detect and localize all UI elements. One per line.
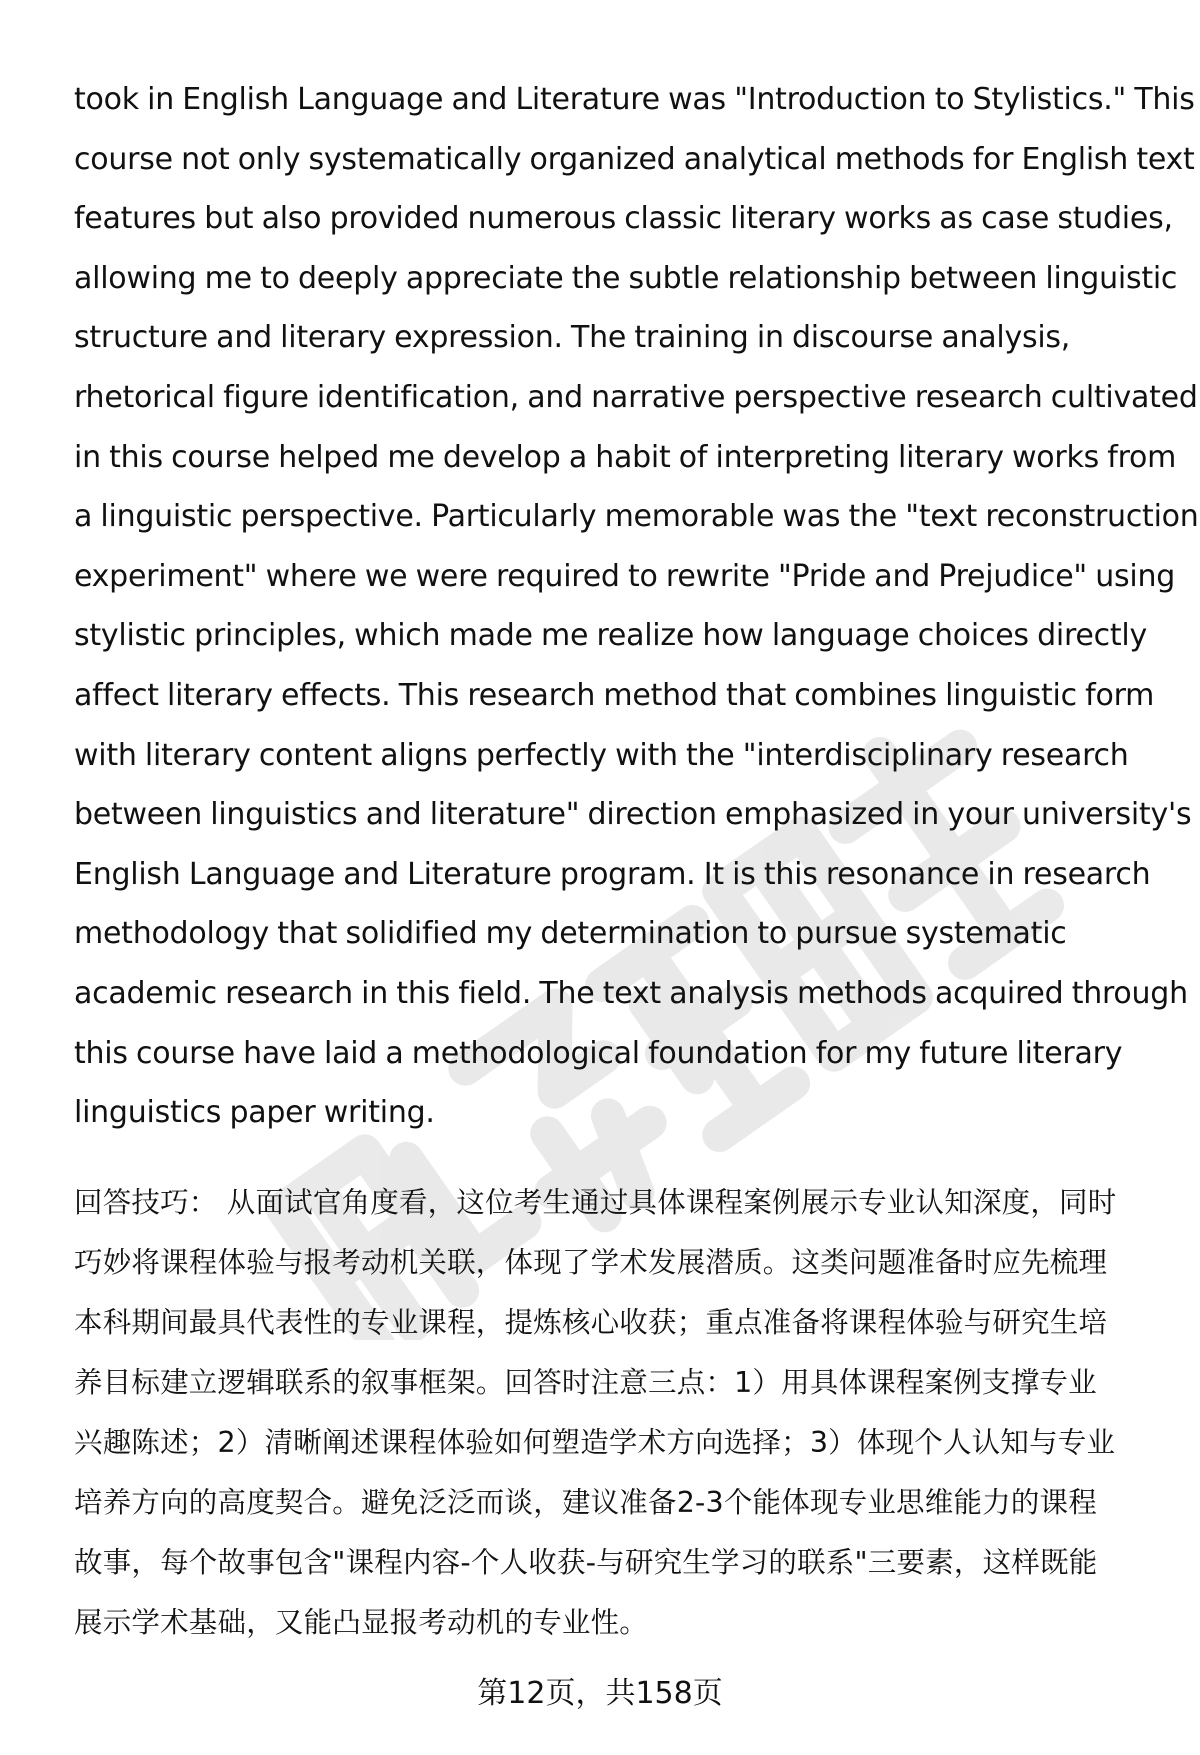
paragraph-line: experiment" where we were required to rewrite "Pride and Prejudice" using [74, 558, 1176, 594]
paragraph-line: academic research in this field. The text analysis methods acquired through [74, 975, 1188, 1011]
paragraph-line: English Language and Literature program. It is this resonance in research [74, 856, 1151, 892]
paragraph-line: took in English Language and Literature was "Introduction to Stylistics." This [74, 82, 1195, 117]
tips-line: 本科期间最具代表性的专业课程，提炼核心收获；重点准备将课程体验与研究生培 [74, 1305, 1108, 1339]
tips-line: 养目标建立逻辑联系的叙事框架。回答时注意三点：1）用具体课程案例支撑专业 [74, 1365, 1097, 1399]
paragraph-line: stylistic principles, which made me realize how language choices directly [74, 618, 1147, 654]
paragraph-line: structure and literary expression. The training in discourse analysis, [74, 320, 1071, 356]
paragraph-line: linguistics paper writing. [74, 1095, 435, 1131]
paragraph-line: methodology that solidified my determination to pursue systematic [74, 916, 1067, 952]
tips-line: 兴趣陈述；2）清晰阐述课程体验如何塑造学术方向选择；3）体现个人认知与专业 [74, 1425, 1116, 1459]
answer-tips-paragraph [74, 1173, 1164, 1653]
paragraph-line: rhetorical figure identification, and narrative perspective research cultivated [74, 379, 1198, 415]
paragraph-line: course not only systematically organized analytical methods for English text [74, 141, 1195, 177]
tips-line: 展示学术基础，又能凸显报考动机的专业性。 [74, 1605, 649, 1639]
main-content [74, 70, 1199, 1653]
paragraph-line: between linguistics and literature" direction emphasized in your university's [74, 797, 1192, 833]
tips-line: 回答技巧： 从面试官角度看，这位考生通过具体课程案例展示专业认知深度，同时 [74, 1185, 1117, 1219]
paragraph-line: a linguistic perspective. Particularly memorable was the "text reconstruction [74, 499, 1199, 535]
paragraph-line: affect literary effects. This research method that combines linguistic form [74, 677, 1155, 713]
paragraph-line: in this course helped me develop a habit of interpreting literary works from [74, 439, 1177, 475]
paragraph-line: with literary content aligns perfectly with the "interdisciplinary research [74, 737, 1129, 773]
paragraph-line: this course have laid a methodological foundation for my future literary [74, 1035, 1123, 1071]
tips-line: 巧妙将课程体验与报考动机关联，体现了学术发展潜质。这类问题准备时应先梳理 [74, 1245, 1108, 1279]
paragraph-line: allowing me to deeply appreciate the subtle relationship between linguistic [74, 260, 1178, 296]
tips-line: 故事，每个故事包含"课程内容-个人收获-与研究生学习的联系"三要素，这样既能 [74, 1545, 1098, 1579]
page-number: 第12页，共158页 [477, 1676, 723, 1711]
tips-line: 培养方向的高度契合。避免泛泛而谈，建议准备2-3个能体现专业思维能力的课程 [74, 1485, 1097, 1519]
paragraph-line: features but also provided numerous classic literary works as case studies, [74, 201, 1173, 237]
english-paragraph [74, 70, 1199, 1143]
